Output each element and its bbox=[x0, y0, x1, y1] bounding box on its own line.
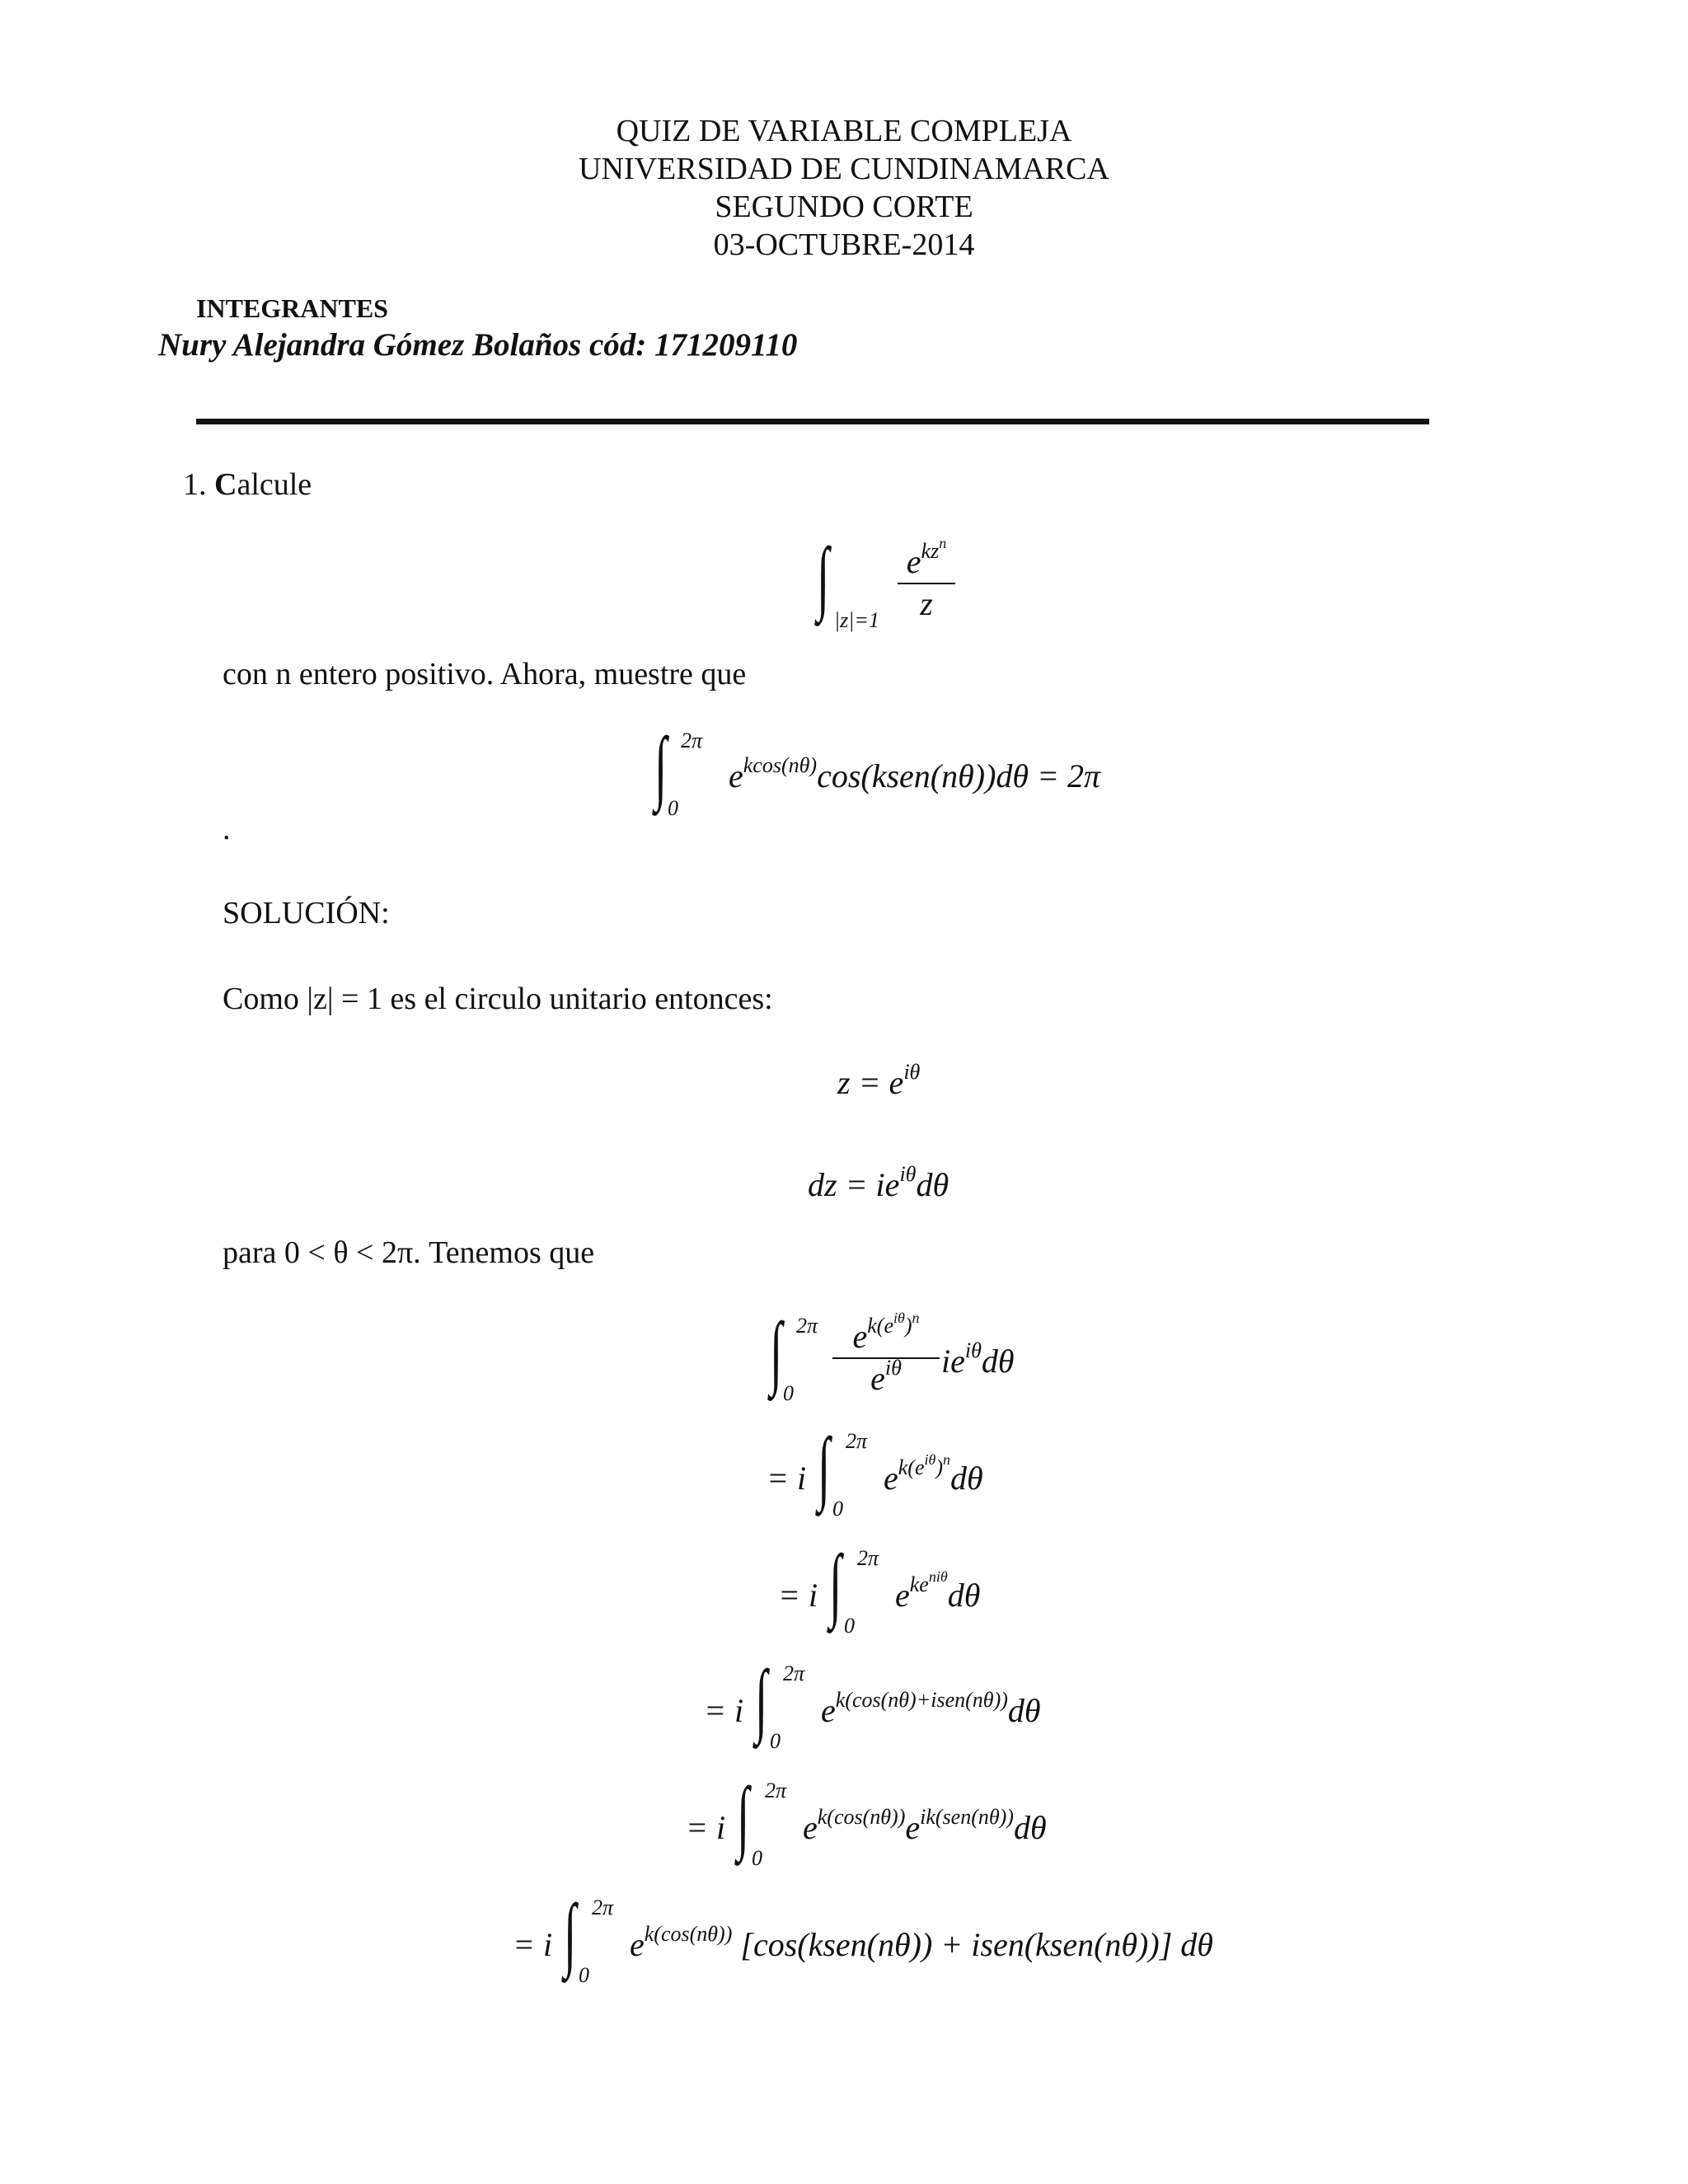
upper-limit: 2π bbox=[846, 1429, 868, 1453]
upper-limit: 2π bbox=[796, 1314, 818, 1338]
step-3-integrand: $e^{keni\theta}d\theta$ bbox=[895, 1568, 981, 1614]
fraction-denominator: z bbox=[920, 585, 933, 622]
lower-limit: 0 bbox=[844, 1614, 855, 1638]
lower-limit: 0 bbox=[770, 1729, 781, 1753]
integral-sign: ∫ bbox=[564, 1887, 577, 1979]
step-prefix: = i bbox=[686, 1809, 726, 1846]
integral-lower-limit: 0 bbox=[668, 796, 678, 820]
solution-intro: Como |z| = 1 es el circulo unitario entonces: bbox=[223, 982, 773, 1016]
integral-sign: ∫ bbox=[755, 1653, 768, 1745]
step-prefix: = i bbox=[767, 1460, 807, 1497]
problem-first-letter: C bbox=[214, 467, 237, 502]
upper-limit: 2π bbox=[592, 1896, 614, 1919]
step-prefix: = i bbox=[778, 1577, 818, 1614]
problem-number: 1. bbox=[183, 467, 207, 502]
upper-limit: 2π bbox=[857, 1546, 879, 1570]
upper-limit: 2π bbox=[783, 1661, 805, 1685]
integral-sign: ∫ bbox=[737, 1770, 750, 1862]
fraction-numerator: $e^{kzn}$ bbox=[898, 542, 955, 584]
lower-limit: 0 bbox=[783, 1381, 794, 1405]
problem-verb: alcule bbox=[237, 467, 312, 502]
integral-contour bbox=[812, 531, 993, 643]
solution-range: para 0 < θ < 2π. Tenemos que bbox=[223, 1235, 595, 1270]
step-5 bbox=[686, 1770, 1180, 1874]
integral-lower-limit: |z|=1 bbox=[834, 608, 879, 632]
lower-limit: 0 bbox=[579, 1963, 589, 1987]
integral-sign: ∫ bbox=[654, 720, 668, 812]
header-date: 03-OCTUBRE-2014 bbox=[713, 227, 975, 262]
integrand: $e^{kcos(n\theta)}\cos(ksen(n\theta))d\theta = 2\pi$ bbox=[729, 753, 1101, 794]
horizontal-rule bbox=[196, 419, 1429, 424]
problem-heading bbox=[183, 466, 312, 503]
integral-sign: ∫ bbox=[817, 531, 830, 622]
integral-identity bbox=[649, 720, 1160, 824]
header-university: UNIVERSIDAD DE CUNDINAMARCA bbox=[579, 152, 1109, 186]
step-6-integrand: $e^{k(cos(n\theta))}$ [cos(ksen(nθ)) + isen(ksen(nθ))] dθ bbox=[630, 1922, 1213, 1963]
members-label: INTEGRANTES bbox=[196, 293, 388, 323]
period-mark: . bbox=[223, 812, 231, 846]
step-1-fraction: $e^{k(ei\theta)n}$ $e^{i\theta}$ bbox=[832, 1317, 940, 1398]
integrand-fraction bbox=[898, 535, 955, 623]
step-3 bbox=[778, 1538, 1124, 1642]
step-6 bbox=[513, 1887, 1337, 1991]
step-1 bbox=[765, 1305, 1111, 1409]
integral-sign: ∫ bbox=[829, 1538, 842, 1629]
upper-limit: 2π bbox=[765, 1779, 787, 1802]
problem-text: con n entero positivo. Ahora, muestre que bbox=[223, 657, 747, 691]
equation-dz: dz = $ie^{i\theta}d\theta$ bbox=[808, 1162, 950, 1203]
step-4 bbox=[704, 1653, 1165, 1757]
integral-upper-limit: 2π bbox=[681, 729, 703, 752]
equation-z: $z = e^{i\theta}$ bbox=[837, 1060, 921, 1101]
lower-limit: 0 bbox=[752, 1846, 762, 1870]
integral-sign: ∫ bbox=[770, 1305, 783, 1397]
step-prefix: = i bbox=[513, 1926, 553, 1963]
lower-limit: 0 bbox=[832, 1497, 843, 1521]
header-term: SEGUNDO CORTE bbox=[715, 190, 973, 224]
step-2-integrand: $e^{k(ei\theta)n}d\theta$ bbox=[884, 1451, 983, 1497]
solution-title: SOLUCIÓN: bbox=[223, 896, 390, 930]
header-title: QUIZ DE VARIABLE COMPLEJA bbox=[616, 114, 1072, 148]
step-1-tail: $ie^{i\theta}d\theta$ bbox=[941, 1338, 1015, 1380]
step-2 bbox=[767, 1421, 1113, 1525]
author-line: Nury Alejandra Gómez Bolaños cód: 171209110 bbox=[158, 327, 798, 363]
step-5-integrand: $e^{k(cos(n\theta))}e^{ik(sen(n\theta))}d\theta$ bbox=[803, 1805, 1047, 1846]
integral-sign: ∫ bbox=[818, 1421, 831, 1512]
step-4-integrand: $e^{k(cos(n\theta)+isen(n\theta))}d\theta$ bbox=[821, 1688, 1041, 1729]
step-prefix: = i bbox=[704, 1692, 744, 1729]
